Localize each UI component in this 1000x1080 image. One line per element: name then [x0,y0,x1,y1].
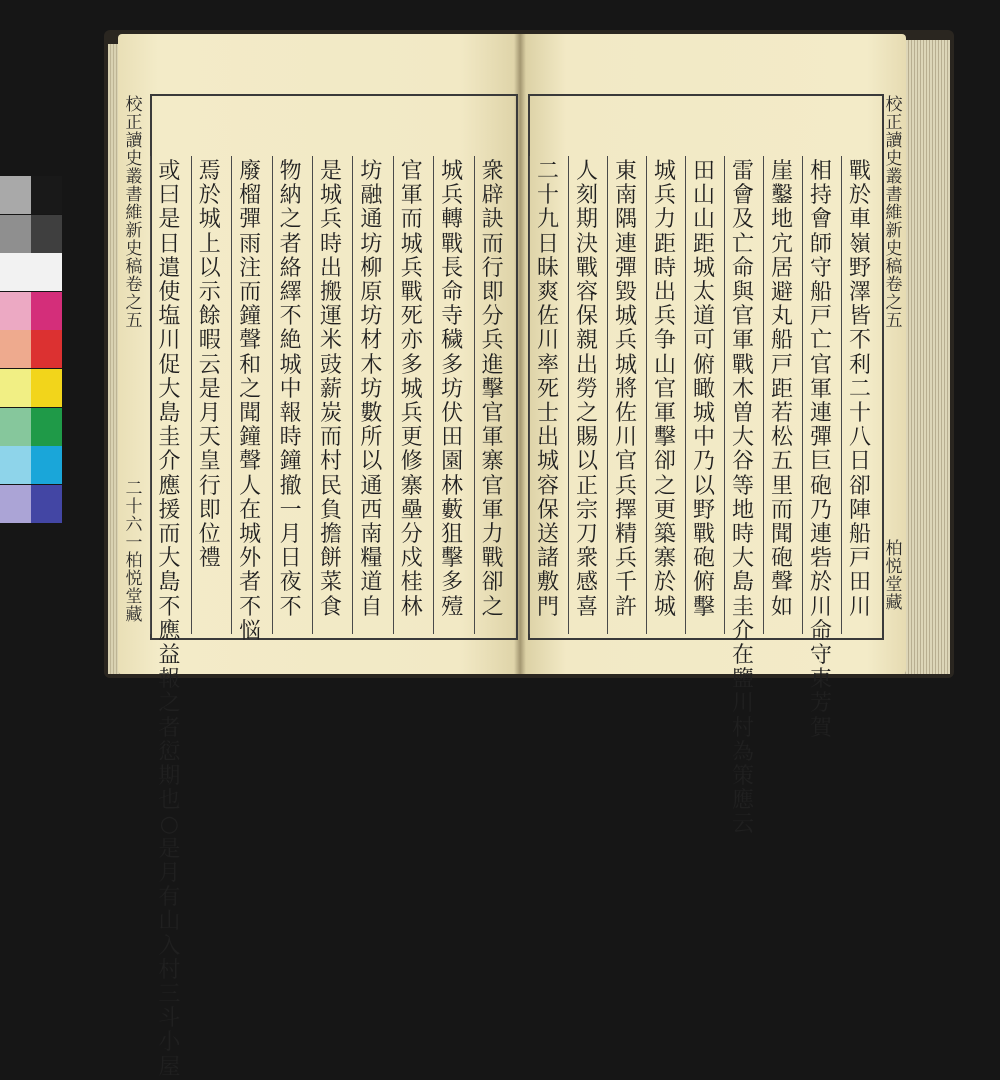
right-column-rule [763,156,764,634]
left-margin-header: 校正讀史叢書維新史稿 卷之五 [125,95,143,331]
color-swatch [31,369,62,407]
right-column-rule [685,156,686,634]
left-column-rule [312,156,313,634]
right-text-column: 二十九日昧爽佐川率死士出城容保送諸敷門 [536,159,559,620]
left-column-rule [474,156,475,634]
right-column-rule [646,156,647,634]
right-column-rule [607,156,608,634]
color-swatch [0,176,31,214]
right-text-column: 崖鑿地宂居避丸船戸距若松五里而聞砲聲如 [770,159,793,620]
color-swatch [31,215,62,253]
color-swatch [0,215,31,253]
color-swatch [31,253,62,291]
color-calibration-strip [0,176,62,524]
left-column-rule [272,156,273,634]
left-text-column: 衆辟訣而行即分兵進擊官軍寨官軍力戰卻之 [481,159,504,620]
left-column-rule [352,156,353,634]
color-swatch [0,408,31,446]
color-swatch [31,176,62,214]
left-text-column: 坊融通坊柳原坊材木坊數所以通西南糧道自 [360,159,383,620]
right-column-rule [724,156,725,634]
color-swatch [0,485,31,523]
left-text-column: 焉於城上以示餘暇云是月 天皇行即位禮 [198,159,221,572]
color-swatch [0,446,31,484]
left-text-column: 物納之者絡繹不絶城中報時鐘撤一月日夜不 [279,159,302,620]
left-column-rule [433,156,434,634]
left-text-column: 是城兵時出搬運米豉薪炭而村民負擔餅菜食 [319,159,342,620]
color-swatch [31,485,62,523]
color-swatch [31,292,62,330]
right-text-column: 東南隅連彈毀城兵城將佐川官兵擇精兵千許 [614,159,637,620]
right-text-column: 人刻期決戰容保親出勞之賜以正宗刀衆感喜 [575,159,598,620]
left-text-column: 城兵轉戰長命寺穢多坊伏田園林藪狙擊多殪 [441,159,464,620]
color-swatch [0,253,31,291]
color-swatch [31,446,62,484]
left-column-rule [231,156,232,634]
left-column-rule [150,156,151,634]
right-margin-header: 校正讀史叢書維新史稿 卷之五 [885,95,903,331]
right-text-column: 城兵力距時出兵争山官軍擊卻之更築寨於城 [653,159,676,620]
right-text-column: 相持會師守船戸亡官軍連彈巨砲乃連砦於川命守東芳賀 [809,159,832,741]
right-column-rule [568,156,569,634]
color-swatch [0,292,31,330]
left-text-column: 官軍而城兵戰死亦多城兵更修寨壘分戍桂林 [400,159,423,620]
left-column-rule [393,156,394,634]
color-swatch [31,330,62,368]
left-text-column: 或曰是日遣使塩川促大島圭介應援而大島不應益報之者愆期也○是月有山入村三斗小屋 [158,159,181,1080]
left-text-column: 廢榴彈雨注而鐘聲和之 聞鐘聲人在城外者不悩 [239,159,262,644]
color-swatch [31,408,62,446]
right-text-column: 雷會及亡命與官軍戰木曽大谷等地時大島圭介在鹽川村為策應云 [731,159,754,838]
left-column-rule [191,156,192,634]
right-column-rule [802,156,803,634]
left-margin-footer: 二十六 一柏悦堂藏 [125,479,143,625]
color-swatch [0,369,31,407]
right-column-rule [841,156,842,634]
right-text-column: 戰於車嶺野澤皆不利二十八日卻陣船戸田川 [848,159,871,620]
right-text-column: 田山山距城太道可俯瞰城中乃以野戰砲俯擊 [692,159,715,620]
right-column-rule [529,156,530,634]
page-edge-right [900,40,950,674]
right-margin-footer: 柏悦堂藏 [885,539,903,613]
color-swatch [0,330,31,368]
